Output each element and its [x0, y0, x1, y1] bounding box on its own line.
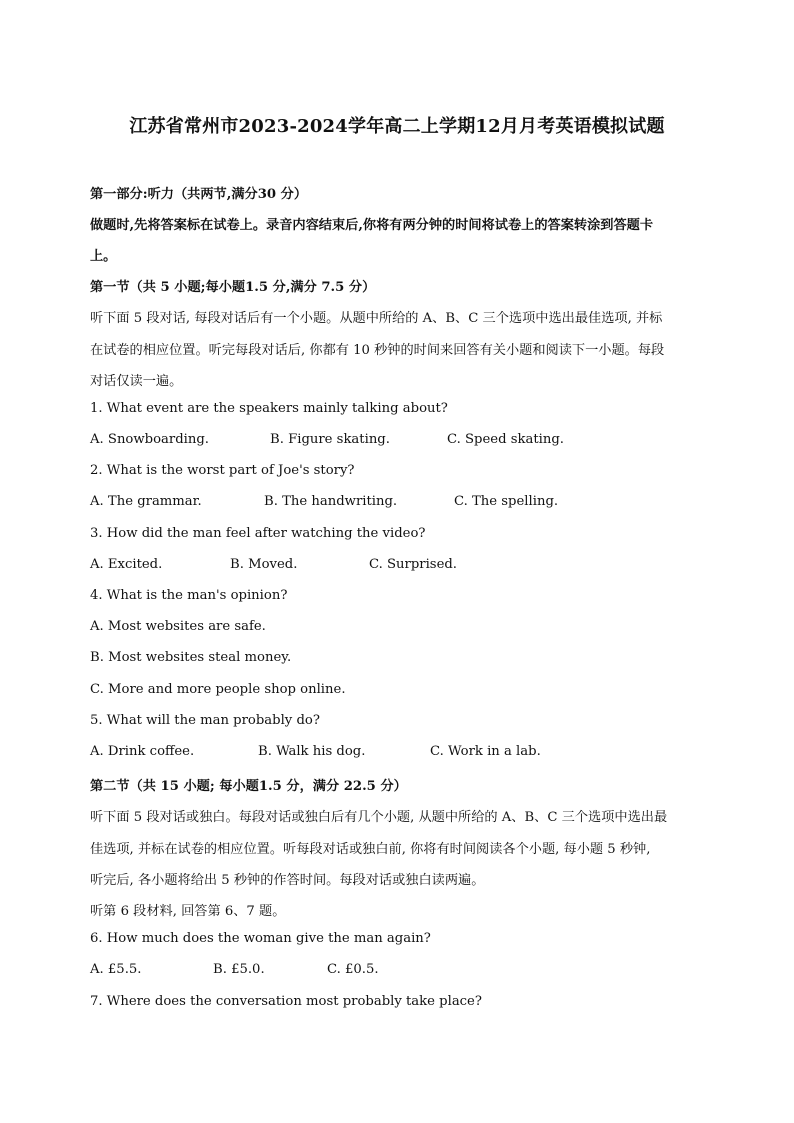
section1-instruction-line: 对话仅读一遍。: [90, 374, 183, 389]
option-c: C. Speed skating.: [447, 432, 564, 447]
question-stem: 6. How much does the woman give the man again?: [90, 931, 431, 946]
option-a: A. Most websites are safe.: [90, 619, 266, 634]
option-a: A. The grammar.: [90, 494, 202, 509]
section2-heading: 第二节（共 15 小题; 每小题1.5 分，满分 22.5 分）: [90, 779, 407, 794]
part1-instruction-line: 上。: [90, 249, 117, 264]
option-c: C. The spelling.: [454, 494, 559, 509]
question-stem: 7. Where does the conversation most probably take place?: [90, 994, 482, 1009]
question-stem: 5. What will the man probably do?: [90, 713, 320, 728]
option-b: B. £5.0.: [213, 962, 265, 977]
question-stem: 4. What is the man's opinion?: [90, 588, 288, 603]
question-stem: 2. What is the worst part of Joe's story?: [90, 463, 355, 478]
section1-heading: 第一节（共 5 小题;每小题1.5 分,满分 7.5 分）: [90, 280, 376, 295]
part1-heading: 第一部分:听力（共两节,满分30 分）: [90, 187, 308, 202]
material-note: 听第 6 段材料, 回答第 6、7 题。: [90, 904, 286, 919]
part1-instruction-line: 做题时,先将答案标在试卷上。录音内容结束后,你将有两分钟的时间将试卷上的答案转涂到答题卡: [90, 218, 654, 233]
section2-instruction-line: 听完后, 各小题将给出 5 秒钟的作答时间。每段对话或独白读两遍。: [90, 873, 485, 888]
option-c: C. Work in a lab.: [430, 744, 541, 759]
option-b: B. The handwriting.: [264, 494, 398, 509]
option-b: B. Moved.: [230, 557, 298, 572]
section1-instruction-line: 听下面 5 段对话, 每段对话后有一个小题。从题中所给的 A、B、C 三个选项中选出最佳选项, 并标: [90, 311, 663, 326]
option-b: B. Walk his dog.: [258, 744, 366, 759]
option-b: B. Figure skating.: [270, 432, 390, 447]
section2-instruction-line: 听下面 5 段对话或独白。每段对话或独白后有几个小题, 从题中所给的 A、B、C 三个选项中选出最: [90, 810, 668, 825]
question-stem: 1. What event are the speakers mainly talking about?: [90, 401, 448, 416]
question-stem: 3. How did the man feel after watching the video?: [90, 526, 426, 541]
option-a: A. Excited.: [90, 557, 163, 572]
option-b: B. Most websites steal money.: [90, 650, 292, 665]
section2-instruction-line: 佳选项, 并标在试卷的相应位置。听每段对话或独白前, 你将有时间阅读各个小题, 每小题 5 秒钟,: [90, 842, 651, 857]
option-a: A. Snowboarding.: [90, 432, 209, 447]
option-c: C. Surprised.: [369, 557, 458, 572]
option-c: C. More and more people shop online.: [90, 682, 346, 697]
option-a: A. Drink coffee.: [90, 744, 195, 759]
option-a: A. £5.5.: [90, 962, 142, 977]
page-title: 江苏省常州市2023-2024学年高二上学期12月月考英语模拟试题: [129, 116, 665, 137]
section1-instruction-line: 在试卷的相应位置。听完每段对话后, 你都有 10 秒钟的时间来回答有关小题和阅读下一小题。每段: [90, 343, 665, 358]
option-c: C. £0.5.: [327, 962, 379, 977]
